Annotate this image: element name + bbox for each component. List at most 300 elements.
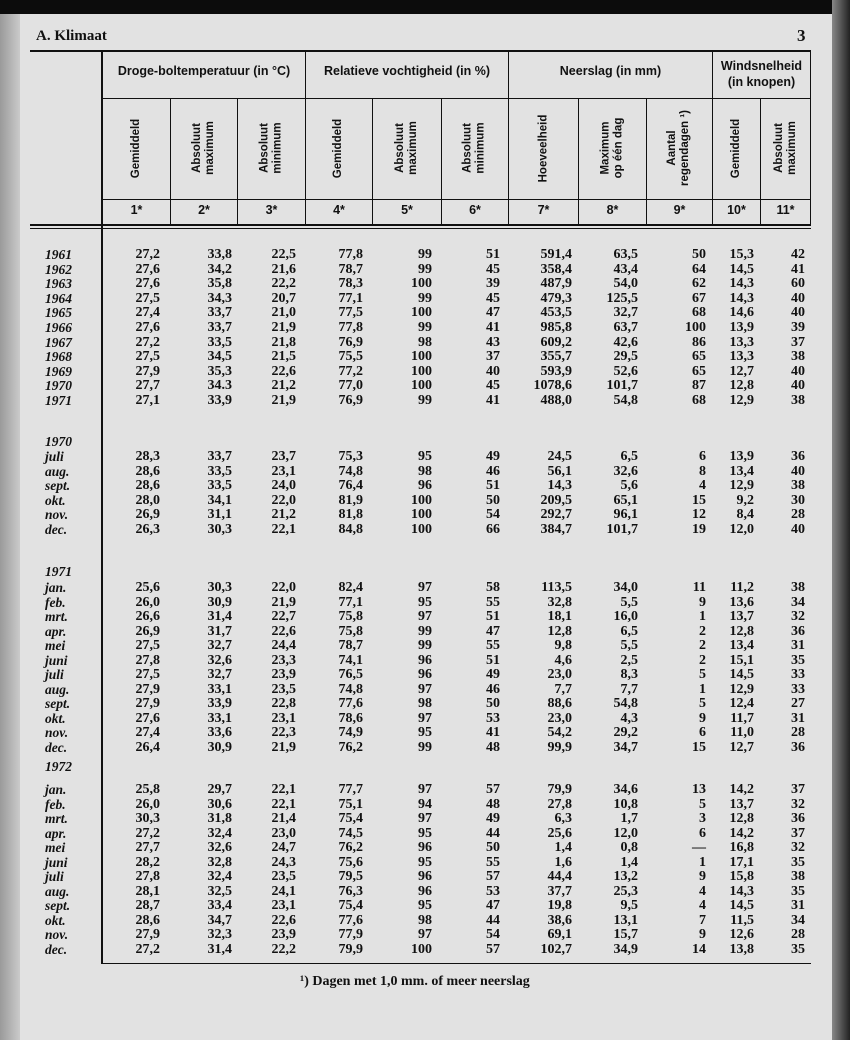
cell-col-4: 77,9 <box>338 927 363 942</box>
cell-col-5: 95 <box>418 825 432 841</box>
cell-col-7: 593,9 <box>540 363 572 379</box>
table-row <box>0 479 850 494</box>
cell-col-1: 26,9 <box>135 507 160 522</box>
cell-col-11: 31 <box>791 638 805 653</box>
table-row <box>0 379 850 394</box>
cell-col-10: 11,5 <box>730 912 754 928</box>
cell-col-4: 76,2 <box>338 739 363 755</box>
table-row <box>0 798 850 813</box>
row-label: mrt. <box>45 609 68 624</box>
cell-col-8: 54,8 <box>613 393 638 408</box>
table-row <box>0 292 850 307</box>
column-number: 3* <box>265 203 278 217</box>
cell-col-7: 44,4 <box>547 869 572 884</box>
cell-col-2: 33,4 <box>207 898 232 913</box>
cell-col-11: 37 <box>791 334 805 350</box>
cell-col-6: 44 <box>486 825 500 841</box>
cell-col-1: 27,9 <box>135 927 160 942</box>
cell-col-7: 88,6 <box>547 696 572 711</box>
row-label: okt. <box>45 492 66 508</box>
cell-col-1: 28,1 <box>135 883 160 899</box>
cell-col-11: 35 <box>791 941 805 957</box>
cell-col-10: 15,3 <box>729 247 754 262</box>
column-header <box>761 100 810 196</box>
cell-col-1: 28,2 <box>135 854 160 870</box>
cell-col-6: 50 <box>486 840 500 855</box>
cell-col-2: 32,7 <box>207 667 232 682</box>
cell-col-10: 12,0 <box>729 521 754 537</box>
column-number: 7* <box>537 203 550 217</box>
cell-col-1: 25,8 <box>135 782 160 797</box>
cell-col-11: 36 <box>791 449 805 464</box>
table-row <box>0 870 850 885</box>
cell-col-1: 27,6 <box>135 710 160 726</box>
cell-col-9: 68 <box>692 393 706 408</box>
cell-col-11: 28 <box>791 725 805 740</box>
cell-col-10: 12,8 <box>729 811 754 826</box>
cell-col-3: 24,3 <box>271 854 296 870</box>
cell-col-5: 100 <box>411 349 432 365</box>
cell-col-7: 37,7 <box>547 883 572 899</box>
cell-col-1: 27,5 <box>135 638 160 653</box>
cell-col-1: 27,2 <box>135 825 160 841</box>
cell-col-6: 53 <box>486 710 500 726</box>
cell-col-10: 13,4 <box>729 638 754 653</box>
cell-col-9: 4 <box>699 478 706 493</box>
cell-col-10: 11,7 <box>730 710 754 726</box>
cell-col-7: 7,7 <box>554 681 572 697</box>
cell-col-6: 45 <box>486 290 500 306</box>
cell-col-5: 100 <box>411 521 432 537</box>
cell-col-4: 77,6 <box>338 696 363 711</box>
cell-col-5: 98 <box>418 696 432 711</box>
table-row <box>0 856 850 871</box>
cell-col-8: 34,6 <box>613 782 638 797</box>
cell-col-1: 25,6 <box>135 580 160 595</box>
cell-col-9: 64 <box>692 261 706 277</box>
table-row <box>0 394 850 409</box>
table-row <box>0 450 850 465</box>
cell-col-7: 27,8 <box>547 796 572 812</box>
cell-col-5: 97 <box>418 710 432 726</box>
cell-col-2: 33,7 <box>207 449 232 464</box>
cell-col-8: 32,7 <box>613 305 638 321</box>
row-label: juni <box>45 652 68 668</box>
cell-col-11: 40 <box>791 378 805 394</box>
cell-col-3: 22,6 <box>271 623 296 639</box>
cell-col-9: 9 <box>699 869 706 884</box>
cell-col-9: 6 <box>699 825 706 841</box>
cell-col-5: 96 <box>418 652 432 668</box>
cell-col-10: 14,3 <box>729 290 754 306</box>
cell-col-2: 30,6 <box>207 796 232 812</box>
cell-col-9: 19 <box>692 521 706 537</box>
cell-col-9: 4 <box>699 898 706 913</box>
cell-col-2: 32,6 <box>207 840 232 855</box>
rule-header-bottom-2 <box>30 228 811 229</box>
cell-col-9: 86 <box>692 334 706 350</box>
cell-col-8: 54,8 <box>613 696 638 711</box>
cell-col-10: 13,3 <box>729 349 754 365</box>
cell-col-4: 79,9 <box>338 941 363 957</box>
cell-col-8: 63,5 <box>613 247 638 262</box>
cell-col-1: 26,9 <box>135 623 160 639</box>
cell-col-7: 19,8 <box>547 898 572 913</box>
table-row <box>0 494 850 509</box>
cell-col-9: 87 <box>692 378 706 394</box>
cell-col-4: 82,4 <box>338 580 363 595</box>
cell-col-6: 53 <box>486 883 500 899</box>
cell-col-4: 84,8 <box>338 521 363 537</box>
table-row <box>0 683 850 698</box>
cell-col-9: 1 <box>699 609 706 624</box>
column-header-label: Absoluut minimum <box>462 122 487 174</box>
row-label: okt. <box>45 912 66 928</box>
cell-col-5: 96 <box>418 840 432 855</box>
cell-col-1: 27,7 <box>135 378 160 394</box>
cell-col-9: 3 <box>699 811 706 826</box>
table-row <box>0 812 850 827</box>
table-row <box>0 741 850 756</box>
rule-top <box>30 50 811 52</box>
cell-col-8: 1,4 <box>620 854 638 870</box>
cell-col-8: 29,2 <box>613 725 638 740</box>
cell-col-6: 41 <box>486 320 500 335</box>
column-number: 2* <box>198 203 210 217</box>
cell-col-1: 27,4 <box>135 305 160 321</box>
cell-col-8: 13,1 <box>613 912 638 928</box>
cell-col-7: 99,9 <box>547 739 572 755</box>
table-row <box>0 625 850 640</box>
cell-col-10: 12,7 <box>729 363 754 379</box>
row-label: nov. <box>45 927 69 942</box>
cell-col-7: 384,7 <box>540 521 572 537</box>
cell-col-7: 6,3 <box>554 811 572 826</box>
cell-col-3: 24,4 <box>271 638 296 653</box>
cell-col-5: 97 <box>418 811 432 826</box>
row-label: 1967 <box>45 334 72 350</box>
cell-col-3: 23,1 <box>271 710 296 726</box>
cell-col-3: 21,9 <box>271 739 296 755</box>
cell-col-10: 13,6 <box>729 594 754 610</box>
cell-col-9: 50 <box>692 247 706 262</box>
row-label: apr. <box>45 825 67 841</box>
column-number: 9* <box>673 203 686 217</box>
cell-col-2: 33,6 <box>207 725 232 740</box>
cell-col-1: 27,2 <box>135 247 160 262</box>
cell-col-8: 32,6 <box>613 463 638 479</box>
cell-col-1: 28,7 <box>135 898 160 913</box>
cell-col-2: 31,8 <box>207 811 232 826</box>
cell-col-10: 13,3 <box>729 334 754 350</box>
table-row <box>0 248 850 263</box>
row-label: apr. <box>45 623 67 639</box>
cell-col-3: 22,0 <box>271 580 296 595</box>
column-header-label: Absoluut maximum <box>394 121 419 175</box>
cell-col-2: 34,7 <box>207 912 232 928</box>
cell-col-8: 16,0 <box>613 609 638 624</box>
cell-col-4: 77,8 <box>338 320 363 335</box>
cell-col-11: 39 <box>791 320 805 335</box>
cell-col-1: 30,3 <box>135 811 160 826</box>
cell-col-8: 15,7 <box>613 927 638 942</box>
cell-col-11: 35 <box>791 854 805 870</box>
cell-col-8: 125,5 <box>606 290 638 306</box>
cell-col-5: 100 <box>411 507 432 522</box>
cell-col-7: 102,7 <box>540 941 572 957</box>
cell-col-11: 38 <box>791 869 805 884</box>
cell-col-11: 32 <box>791 840 805 855</box>
cell-col-6: 48 <box>486 796 500 812</box>
cell-col-3: 23,9 <box>271 667 296 682</box>
row-label: 1968 <box>45 349 72 365</box>
cell-col-2: 33,5 <box>207 463 232 479</box>
cell-col-5: 96 <box>418 667 432 682</box>
column-header <box>509 100 578 196</box>
cell-col-5: 98 <box>418 334 432 350</box>
cell-col-6: 57 <box>486 782 500 797</box>
row-label: sept. <box>45 478 71 493</box>
cell-col-2: 33,8 <box>207 247 232 262</box>
cell-col-8: 101,7 <box>606 378 638 394</box>
cell-col-4: 78,7 <box>338 638 363 653</box>
cell-col-1: 28,6 <box>135 463 160 479</box>
cell-col-4: 76,9 <box>338 393 363 408</box>
cell-col-6: 45 <box>486 378 500 394</box>
cell-col-2: 34,3 <box>207 290 232 306</box>
row-label: dec. <box>45 521 68 537</box>
cell-col-7: 25,6 <box>547 825 572 841</box>
cell-col-4: 81,9 <box>338 492 363 508</box>
cell-col-6: 55 <box>486 638 500 653</box>
cell-col-1: 27,8 <box>135 652 160 668</box>
cell-col-3: 23,9 <box>271 927 296 942</box>
table-row <box>0 827 850 842</box>
cell-col-11: 35 <box>791 652 805 668</box>
cell-col-6: 47 <box>486 305 500 321</box>
cell-col-5: 100 <box>411 378 432 394</box>
cell-col-5: 99 <box>418 290 432 306</box>
row-label: juli <box>45 449 64 464</box>
cell-col-3: 21,5 <box>271 349 296 365</box>
cell-col-10: 13,8 <box>729 941 754 957</box>
cell-col-2: 35,3 <box>207 363 232 379</box>
cell-col-11: 38 <box>791 478 805 493</box>
cell-col-8: 6,5 <box>620 623 638 639</box>
cell-col-9: 12 <box>692 507 706 522</box>
cell-col-6: 51 <box>486 478 500 493</box>
table-row <box>0 277 850 292</box>
cell-col-2: 32,7 <box>207 638 232 653</box>
cell-col-10: 13,9 <box>729 320 754 335</box>
column-header <box>713 100 760 196</box>
cell-col-8: 54,0 <box>613 276 638 292</box>
cell-col-6: 49 <box>486 667 500 682</box>
cell-col-10: 14,3 <box>729 883 754 899</box>
cell-col-6: 49 <box>486 449 500 464</box>
cell-col-6: 45 <box>486 261 500 277</box>
cell-col-8: 8,3 <box>620 667 638 682</box>
cell-col-8: 7,7 <box>620 681 638 697</box>
cell-col-11: 40 <box>791 363 805 379</box>
cell-col-2: 34,2 <box>207 261 232 277</box>
cell-col-3: 22,1 <box>271 521 296 537</box>
cell-col-10: 12,8 <box>729 378 754 394</box>
cell-col-10: 11,2 <box>730 580 754 595</box>
row-label: jan. <box>45 580 67 595</box>
cell-col-11: 40 <box>791 463 805 479</box>
cell-col-11: 32 <box>791 609 805 624</box>
cell-col-9: 8 <box>699 463 706 479</box>
column-header-label: Absoluut minimum <box>258 122 284 174</box>
cell-col-8: 2,5 <box>620 652 638 668</box>
cell-col-7: 1078,6 <box>533 378 572 394</box>
cell-col-3: 22,5 <box>271 247 296 262</box>
cell-col-6: 41 <box>486 725 500 740</box>
cell-col-5: 100 <box>411 276 432 292</box>
cell-col-6: 37 <box>486 349 500 365</box>
cell-col-10: 16,8 <box>729 840 754 855</box>
column-header <box>647 100 712 196</box>
cell-col-10: 14,2 <box>729 782 754 797</box>
cell-col-10: 12,9 <box>729 681 754 697</box>
cell-col-3: 21,4 <box>271 811 296 826</box>
cell-col-10: 14,3 <box>729 276 754 292</box>
cell-col-10: 12,9 <box>729 393 754 408</box>
row-label: juli <box>45 869 64 884</box>
cell-col-5: 96 <box>418 869 432 884</box>
cell-col-5: 99 <box>418 320 432 335</box>
cell-col-4: 77,0 <box>338 378 363 394</box>
cell-col-2: 33,7 <box>207 305 232 321</box>
cell-col-4: 76,4 <box>338 478 363 493</box>
rule-group <box>101 98 811 99</box>
row-label: mei <box>45 840 66 855</box>
group-header-wind: Windsnelheid (in knopen) <box>720 59 803 89</box>
table-row <box>0 336 850 351</box>
table-row <box>0 928 850 943</box>
cell-col-6: 46 <box>486 681 500 697</box>
cell-col-2: 33,7 <box>207 320 232 335</box>
cell-col-2: 33,5 <box>207 478 232 493</box>
cell-col-3: 22,1 <box>271 796 296 812</box>
cell-col-4: 76,3 <box>338 883 363 899</box>
cell-col-10: 12,7 <box>729 739 754 755</box>
cell-col-2: 35,8 <box>207 276 232 292</box>
cell-col-1: 26,6 <box>135 609 160 624</box>
cell-col-6: 47 <box>486 623 500 639</box>
row-label: aug. <box>45 883 70 899</box>
cell-col-10: 12,4 <box>729 696 754 711</box>
cell-col-8: 10,8 <box>613 796 638 812</box>
cell-col-6: 49 <box>486 811 500 826</box>
cell-col-3: 21,9 <box>271 594 296 610</box>
cell-col-4: 77,1 <box>338 290 363 306</box>
row-label: 1971 <box>45 393 72 408</box>
cell-col-9: 11 <box>692 580 706 595</box>
cell-col-8: 5,6 <box>620 478 638 493</box>
cell-col-6: 55 <box>486 854 500 870</box>
cell-col-1: 27,5 <box>135 667 160 682</box>
cell-col-3: 22,7 <box>271 609 296 624</box>
cell-col-11: 28 <box>791 927 805 942</box>
cell-col-9: 1 <box>699 854 706 870</box>
cell-col-4: 75,6 <box>338 854 363 870</box>
cell-col-5: 95 <box>418 594 432 610</box>
cell-col-1: 28,6 <box>135 478 160 493</box>
cell-col-5: 99 <box>418 261 432 277</box>
cell-col-2: 30,9 <box>207 594 232 610</box>
row-label: 1963 <box>45 276 72 292</box>
cell-col-4: 74,1 <box>338 652 363 668</box>
cell-col-9: 14 <box>692 941 706 957</box>
cell-col-5: 95 <box>418 854 432 870</box>
cell-col-10: 14,5 <box>729 667 754 682</box>
cell-col-7: 292,7 <box>540 507 572 522</box>
cell-col-4: 81,8 <box>338 507 363 522</box>
cell-col-7: 488,0 <box>540 393 572 408</box>
cell-col-1: 27,5 <box>135 349 160 365</box>
row-label: 1965 <box>45 305 72 321</box>
cell-col-5: 94 <box>418 796 432 812</box>
cell-col-1: 28,0 <box>135 492 160 508</box>
cell-col-11: 38 <box>791 393 805 408</box>
cell-col-9: 2 <box>699 638 706 653</box>
cell-col-8: 34,7 <box>613 739 638 755</box>
cell-col-5: 97 <box>418 681 432 697</box>
cell-col-5: 96 <box>418 883 432 899</box>
table-row <box>0 654 850 669</box>
table-row <box>0 914 850 929</box>
cell-col-4: 75,5 <box>338 349 363 365</box>
cell-col-4: 74,8 <box>338 681 363 697</box>
cell-col-9: 5 <box>699 667 706 682</box>
group-header-precipitation: Neerslag (in mm) <box>559 64 662 78</box>
cell-col-5: 97 <box>418 609 432 624</box>
cell-col-1: 27,2 <box>135 941 160 957</box>
table-row <box>0 841 850 856</box>
cell-col-10: 13,9 <box>729 449 754 464</box>
table-row <box>0 639 850 654</box>
cell-col-9: 5 <box>699 696 706 711</box>
cell-col-5: 100 <box>411 305 432 321</box>
column-header <box>171 100 237 196</box>
block-year-label: 1972 <box>45 759 72 774</box>
cell-col-7: 4,6 <box>554 652 572 668</box>
cell-col-2: 32,5 <box>207 883 232 899</box>
row-label: feb. <box>45 594 66 610</box>
cell-col-9: 9 <box>699 594 706 610</box>
cell-col-9: 62 <box>692 276 706 292</box>
cell-col-7: 56,1 <box>547 463 572 479</box>
cell-col-3: 22,1 <box>271 782 296 797</box>
cell-col-11: 40 <box>791 290 805 306</box>
cell-col-6: 54 <box>486 507 500 522</box>
table-row <box>0 596 850 611</box>
cell-col-3: 21,2 <box>271 507 296 522</box>
cell-col-1: 27,9 <box>135 363 160 379</box>
table-row <box>0 899 850 914</box>
cell-col-5: 99 <box>418 247 432 262</box>
row-label: 1961 <box>45 247 72 262</box>
cell-col-4: 76,5 <box>338 667 363 682</box>
group-header-humidity: Relatieve vochtigheid (in %) <box>323 64 490 78</box>
row-label: nov. <box>45 507 69 522</box>
column-number: 11* <box>776 203 795 217</box>
cell-col-7: 358,4 <box>540 261 572 277</box>
table-row <box>0 350 850 365</box>
cell-col-3: 22,2 <box>271 276 296 292</box>
